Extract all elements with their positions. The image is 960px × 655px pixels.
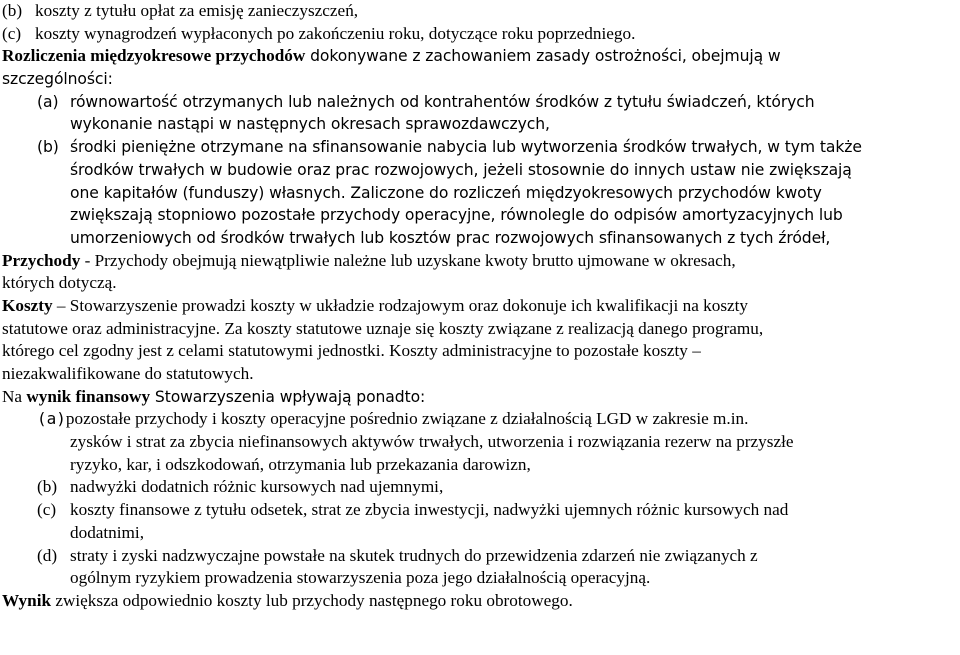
list-item-continuation: środków trwałych w budowie oraz prac rozwojowych, jeżeli stosownie do innych ustaw nie zwiększają [70, 160, 852, 179]
list-item [2, 476, 958, 499]
list-item-continuation: zysków i strat za zbycia niefinansowych aktywów trwałych, utworzenia i rozwiązania rezerw na przyszłe [70, 432, 794, 452]
paragraph-text: którego cel zgodny jest z celami statutowymi jednostki. Koszty administracyjne to pozostałe koszty – [2, 341, 701, 361]
term-wynik-finansowy: wynik finansowy [26, 386, 151, 406]
list-marker: (c) [37, 500, 57, 520]
term-rmp: Rozliczenia międzyokresowe przychodów [2, 46, 306, 66]
list-item [2, 545, 958, 568]
term-przychody: Przychody [2, 250, 81, 270]
list-item-continuation: wykonanie nastąpi w następnych okresach sprawozdawczych, [70, 115, 550, 134]
list-item [2, 23, 958, 46]
list-item-text: straty i zyski nadzwyczajne powstałe na skutek trudnych do przewidzenia zdarzeń nie związanych z [70, 545, 758, 565]
list-item-continuation: ogólnym ryzykiem prowadzenia stowarzyszenia poza jego działalnością operacyjną. [70, 568, 651, 588]
list-marker: (d) [37, 545, 58, 565]
list-item-continuation: zwiększają stopniowo pozostałe przychody operacyjne, równolegle do odpisów amortyzacyjnych lub [70, 206, 843, 225]
list-item [2, 91, 958, 114]
paragraph-text: Stowarzyszenia wpływają ponadto: [150, 387, 426, 406]
list-item-text: nadwyżki dodatnich różnic kursowych nad ujemnymi, [70, 477, 444, 497]
list-item-text: równowartość otrzymanych lub należnych od kontrahentów środków z tytułu świadczeń, których [70, 92, 815, 111]
paragraph-text: dokonywane z zachowaniem zasady ostrożności, obejmują w [305, 47, 781, 66]
list-item [2, 408, 958, 431]
list-item-continuation: dodatnimi, [70, 522, 144, 542]
paragraph-rmp [2, 45, 958, 68]
paragraph-text: zwiększa odpowiednio koszty lub przychody następnego roku obrotowego. [51, 590, 573, 610]
paragraph-text: których dotyczą. [2, 273, 117, 293]
list-item-text: koszty finansowe z tytułu odsetek, strat ze zbycia inwestycji, nadwyżki ujemnych różnic kursowych nad [70, 500, 789, 520]
term-koszty: Koszty [2, 295, 53, 315]
list-item-continuation: ryzyko, kar, i odszkodowań, otrzymania lub przekazania darowizn, [70, 454, 531, 474]
list-marker: (b) [37, 138, 59, 157]
paragraph-text: - Przychody obejmują niewątpliwie należne lub uzyskane kwoty brutto ujmowane w okresach, [80, 250, 736, 270]
list-item [2, 136, 958, 159]
paragraph-text: szczególności: [2, 70, 113, 89]
list-marker: (a) [37, 92, 59, 111]
list-marker: (c) [2, 23, 22, 43]
list-item-continuation: umorzeniowych od środków trwałych lub kosztów prac rozwojowych sfinansowanych z tych źródeł, [70, 228, 831, 247]
paragraph-prefix: Na [2, 386, 27, 406]
list-item-text: pozostałe przychody i koszty operacyjne pośrednio związane z działalnością LGD w zakresie m.in. [65, 409, 749, 429]
paragraph-text: statutowe oraz administracyjne. Za koszty statutowe uznaje się koszty związane z realizacją danego programu, [2, 318, 764, 338]
paragraph-text: – Stowarzyszenie prowadzi koszty w układzie rodzajowym oraz dokonuje ich kwalifikacji na koszty [52, 295, 749, 315]
list-marker: (b) [37, 477, 58, 497]
list-item-continuation: one kapitałów (funduszy) własnych. Zaliczone do rozliczeń międzyokresowych przychodów kwoty [70, 183, 822, 202]
list-item-text: środki pieniężne otrzymane na sfinansowanie nabycia lub wytworzenia środków trwałych, w tym także [70, 138, 862, 157]
paragraph-koszty [2, 295, 958, 318]
paragraph-wynik-final [2, 590, 958, 613]
paragraph-przychody [2, 250, 958, 273]
list-item [2, 499, 958, 522]
list-item-text: koszty z tytułu opłat za emisję zanieczyszczeń, [35, 1, 359, 20]
paragraph-wynik [2, 386, 958, 409]
list-item-text: koszty wynagrodzeń wypłaconych po zakończeniu roku, dotyczące roku poprzedniego. [35, 23, 636, 43]
list-marker: (a) [37, 409, 66, 429]
paragraph-text: niezakwalifikowane do statutowych. [2, 364, 254, 383]
list-item [2, 0, 958, 23]
list-marker: (b) [2, 1, 23, 20]
term-wynik: Wynik [2, 590, 52, 610]
